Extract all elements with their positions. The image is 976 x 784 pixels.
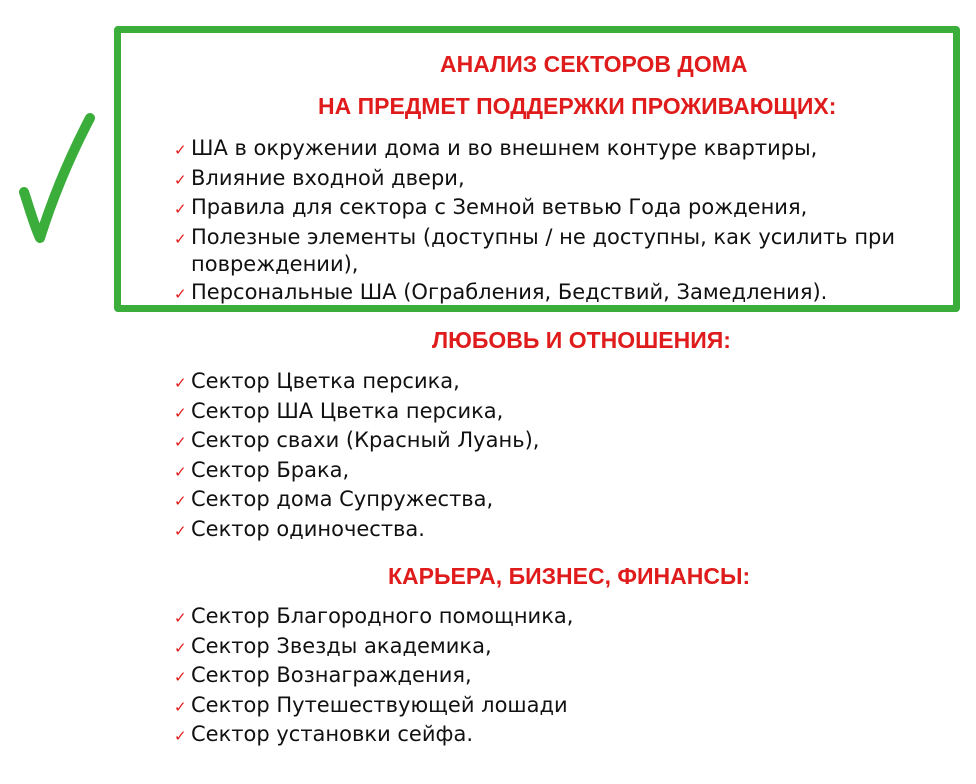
section-house-list xyxy=(174,135,944,308)
check-icon: ✓ xyxy=(174,492,187,510)
list-item-text: Сектор свахи (Красный Луань), xyxy=(191,428,540,452)
list-item xyxy=(174,427,539,457)
list-item xyxy=(174,135,944,165)
list-item xyxy=(174,633,573,663)
list-item xyxy=(174,457,539,487)
list-item-text: Сектор дома Супружества, xyxy=(191,487,494,511)
section-career-list xyxy=(174,603,573,751)
list-item xyxy=(174,486,539,516)
list-item xyxy=(174,662,573,692)
check-icon: ✓ xyxy=(174,403,187,422)
list-item xyxy=(174,603,573,633)
section-love-title: ЛЮБОВЬ И ОТНОШЕНИЯ: xyxy=(432,327,731,353)
list-item-text: Сектор Благородного помощника, xyxy=(191,604,574,628)
list-item-text: Сектор Брака, xyxy=(191,457,350,482)
list-item xyxy=(174,194,944,224)
list-item-text: Сектор ША Цветка персика, xyxy=(191,398,504,423)
list-item xyxy=(174,368,539,398)
check-icon: ✓ xyxy=(174,200,187,218)
check-icon: ✓ xyxy=(174,521,187,540)
section-career-title: КАРЬЕРА, БИЗНЕС, ФИНАНСЫ: xyxy=(388,563,751,589)
check-icon: ✓ xyxy=(174,284,187,303)
check-icon: ✓ xyxy=(174,609,187,627)
list-item-text: Сектор Вознаграждения, xyxy=(191,663,472,687)
list-item-text: ША в окружении дома и во внешнем контуре квартиры, xyxy=(191,136,818,160)
check-icon: ✓ xyxy=(174,697,187,716)
list-item-text: Влияние входной двери, xyxy=(191,165,465,190)
check-icon: ✓ xyxy=(174,727,187,745)
check-icon: ✓ xyxy=(174,433,187,451)
check-icon: ✓ xyxy=(174,141,187,159)
list-item xyxy=(174,224,944,279)
list-item-text: Сектор одиночества. xyxy=(191,516,425,541)
check-icon: ✓ xyxy=(174,374,187,392)
list-item xyxy=(174,279,944,309)
list-item xyxy=(174,165,944,195)
list-item-text: Полезные элементы (доступны / не доступны, как усилить при повреждении), xyxy=(191,224,896,276)
list-item-text: Сектор Цветка персика, xyxy=(191,369,460,393)
section-love-list xyxy=(174,368,539,545)
check-icon: ✓ xyxy=(174,229,187,248)
list-item-text: Сектор Путешествующей лошади xyxy=(191,692,568,717)
list-item-text: Персональные ША (Ограбления, Бедствий, Замедления). xyxy=(191,279,828,304)
list-item xyxy=(174,692,573,722)
list-item xyxy=(174,516,539,546)
list-item xyxy=(174,721,573,751)
list-item-text: Сектор установки сейфа. xyxy=(191,722,474,746)
check-icon: ✓ xyxy=(174,638,187,657)
section-house-title-line2: НА ПРЕДМЕТ ПОДДЕРЖКИ ПРОЖИВАЮЩИХ: xyxy=(318,93,837,119)
list-item-text: Сектор Звезды академика, xyxy=(191,633,492,658)
check-icon: ✓ xyxy=(174,170,187,189)
section-house-title-line1: АНАЛИЗ СЕКТОРОВ ДОМА xyxy=(440,51,748,77)
check-icon: ✓ xyxy=(174,462,187,481)
list-item xyxy=(174,398,539,428)
check-icon: ✓ xyxy=(174,668,187,686)
large-checkmark-icon xyxy=(10,100,100,250)
list-item-text: Правила для сектора с Земной ветвью Года рождения, xyxy=(191,195,808,219)
